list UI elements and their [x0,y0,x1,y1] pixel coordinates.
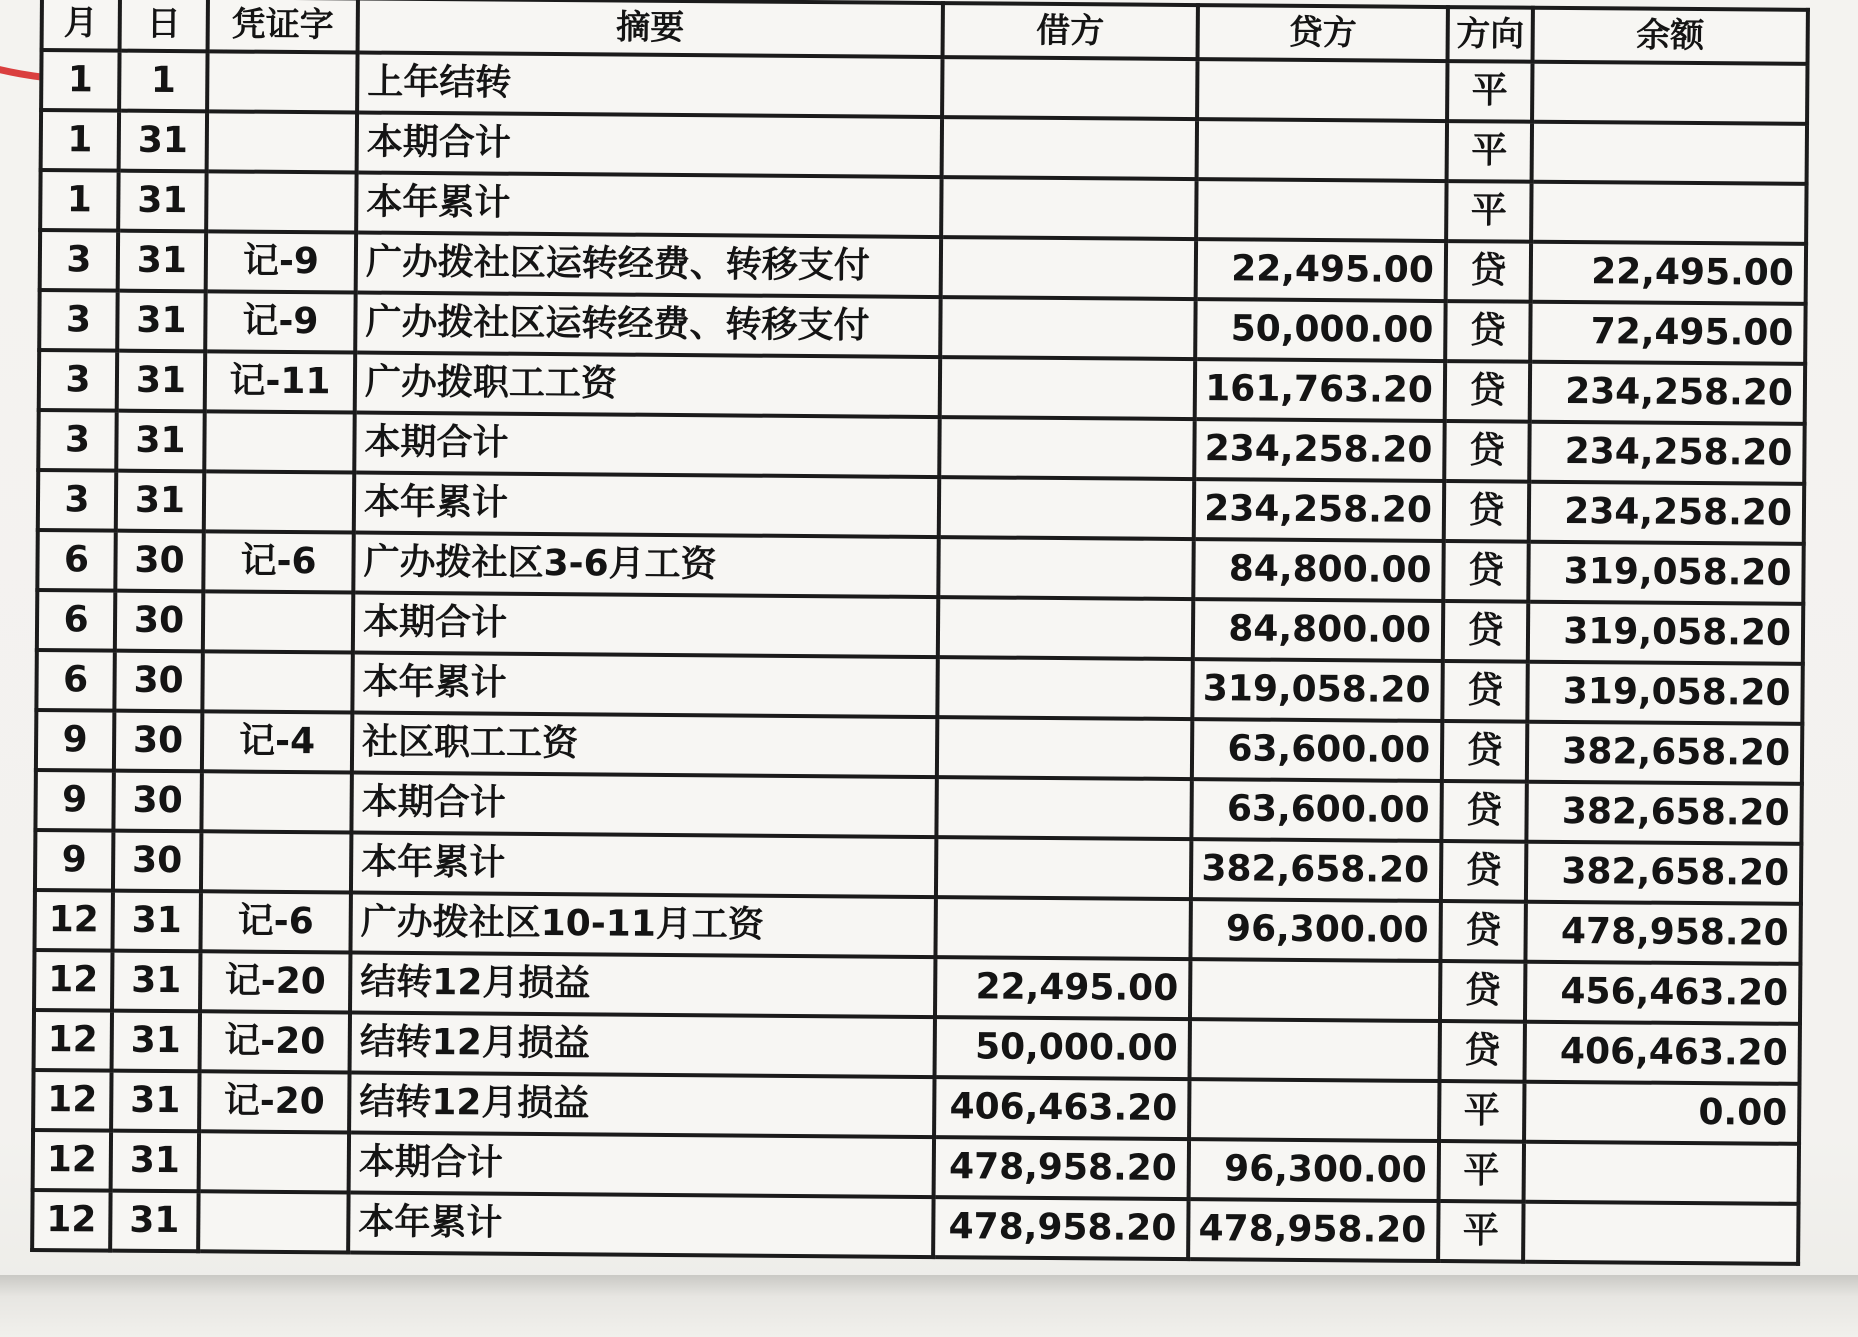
cell-day: 30 [115,531,203,592]
cell-day: 31 [117,291,205,352]
cell-balance: 406,463.20 [1525,1022,1800,1084]
cell-balance: 72,495.00 [1530,302,1805,364]
cell-summary: 上年结转 [357,52,942,117]
cell-direction: 平 [1446,181,1531,242]
cell-voucher: 记-4 [202,711,352,772]
cell-summary: 本年累计 [356,172,941,237]
cell-summary: 结转12月损益 [350,952,935,1017]
cell-direction: 贷 [1441,841,1526,902]
cell-voucher: 记-11 [205,351,355,412]
cell-day: 31 [116,411,204,472]
cell-day: 31 [112,891,200,952]
cell-credit [1197,119,1447,181]
cell-voucher [206,171,356,232]
cell-voucher: 记-20 [200,951,350,1012]
cell-balance [1532,62,1807,124]
cell-month: 3 [38,470,116,531]
cell-credit [1189,1079,1439,1141]
cell-credit: 478,958.20 [1188,1199,1438,1261]
cell-credit [1196,179,1446,241]
cell-debit [941,177,1196,239]
cell-month: 9 [35,770,113,831]
cell-summary: 本期合计 [353,592,938,657]
cell-month: 3 [39,290,117,351]
cell-month: 12 [33,1070,111,1131]
cell-debit [940,297,1195,359]
header-direction: 方向 [1448,7,1533,62]
cell-debit [942,117,1197,179]
cell-debit [936,777,1191,839]
cell-direction: 贷 [1443,541,1528,602]
cell-direction: 贷 [1443,601,1528,662]
cell-direction: 贷 [1440,1021,1525,1082]
cell-day: 31 [118,171,206,232]
cell-month: 12 [34,1010,112,1071]
cell-month: 3 [40,230,118,291]
cell-summary: 结转12月损益 [349,1072,934,1137]
cell-summary: 本期合计 [349,1132,934,1197]
cell-summary: 本年累计 [348,1192,933,1257]
cell-month: 9 [36,710,114,771]
cell-debit [935,897,1190,959]
cell-voucher [202,651,352,712]
cell-voucher [198,1191,348,1252]
cell-direction: 平 [1439,1141,1524,1202]
cell-balance: 382,658.20 [1526,842,1801,904]
cell-day: 31 [112,1011,200,1072]
cell-debit: 406,463.20 [934,1077,1189,1139]
cell-day: 30 [114,711,202,772]
cell-direction: 贷 [1440,961,1525,1022]
cell-voucher [207,111,357,172]
cell-credit: 382,658.20 [1191,839,1441,901]
cell-balance: 382,658.20 [1526,782,1801,844]
cell-voucher [201,771,351,832]
header-month: 月 [42,0,120,51]
cell-direction: 贷 [1445,301,1530,362]
cell-voucher: 记-6 [200,891,350,952]
cell-balance: 319,058.20 [1528,542,1803,604]
cell-voucher: 记-9 [205,291,355,352]
cell-debit [938,597,1193,659]
cell-debit [938,537,1193,599]
cell-month: 12 [34,890,112,951]
cell-day: 31 [110,1191,198,1252]
cell-credit [1197,59,1447,121]
cell-balance: 234,258.20 [1529,422,1804,484]
header-debit: 借方 [943,3,1198,59]
cell-day: 1 [119,51,207,112]
cell-debit: 478,958.20 [934,1137,1189,1199]
cell-month: 3 [38,410,116,471]
cell-credit: 96,300.00 [1190,899,1440,961]
cell-debit [936,837,1191,899]
cell-debit [939,477,1194,539]
cell-voucher: 记-6 [203,531,353,592]
cell-summary: 本年累计 [352,652,937,717]
cell-month: 1 [41,50,119,111]
cell-direction: 贷 [1444,481,1529,542]
cell-direction: 贷 [1442,661,1527,722]
cell-debit [937,717,1192,779]
cell-direction: 平 [1447,121,1532,182]
cell-direction: 平 [1447,61,1532,122]
cell-day: 30 [113,831,201,892]
cell-credit: 63,600.00 [1191,779,1441,841]
cell-credit: 84,800.00 [1193,539,1443,601]
cell-day: 30 [114,651,202,712]
cell-direction: 贷 [1442,721,1527,782]
cell-debit: 478,958.20 [933,1197,1188,1259]
cell-direction: 贷 [1441,781,1526,842]
page-edge-shadow [0,1275,1858,1337]
cell-summary: 广办拨社区运转经费、转移支付 [355,292,940,357]
cell-summary: 本年累计 [351,832,936,897]
header-credit: 贷方 [1198,5,1448,61]
cell-direction: 平 [1439,1081,1524,1142]
cell-balance: 0.00 [1524,1082,1799,1144]
cell-direction: 贷 [1444,421,1529,482]
cell-credit: 63,600.00 [1192,719,1442,781]
cell-day: 31 [117,351,205,412]
cell-day: 31 [112,951,200,1012]
cell-day: 30 [115,591,203,652]
cell-balance: 234,258.20 [1530,362,1805,424]
cell-voucher [199,1131,349,1192]
cell-summary: 本期合计 [351,772,936,837]
header-balance: 余额 [1533,8,1808,64]
cell-credit [1190,1019,1440,1081]
cell-debit: 22,495.00 [935,957,1190,1019]
cell-summary: 本年累计 [354,472,939,537]
cell-credit: 96,300.00 [1189,1139,1439,1201]
cell-direction: 平 [1438,1201,1523,1262]
cell-voucher [207,51,357,112]
cell-month: 12 [34,950,112,1011]
cell-day: 31 [119,111,207,172]
cell-month: 1 [40,170,118,231]
cell-summary: 广办拨社区10-11月工资 [350,892,935,957]
cell-voucher [203,591,353,652]
ledger-row [32,1190,1798,1264]
cell-voucher: 记-20 [200,1011,350,1072]
cell-credit: 234,258.20 [1194,419,1444,481]
cell-balance [1524,1142,1799,1204]
cell-debit [940,357,1195,419]
cell-summary: 本期合计 [357,112,942,177]
cell-credit: 22,495.00 [1196,239,1446,301]
cell-month: 3 [39,350,117,411]
cell-voucher [204,411,354,472]
cell-credit: 319,058.20 [1192,659,1442,721]
cell-day: 31 [111,1071,199,1132]
cell-balance [1531,182,1806,244]
cell-debit [941,237,1196,299]
cell-month: 6 [37,590,115,651]
cell-summary: 本期合计 [354,412,939,477]
cell-summary: 广办拨职工工资 [355,352,940,417]
cell-month: 6 [36,650,114,711]
cell-month: 12 [32,1190,110,1251]
cell-balance [1523,1202,1798,1264]
header-summary: 摘要 [358,0,943,57]
cell-month: 9 [35,830,113,891]
cell-day: 31 [111,1131,199,1192]
cell-credit: 84,800.00 [1193,599,1443,661]
cell-summary: 广办拨社区运转经费、转移支付 [356,232,941,297]
header-day: 日 [120,0,208,51]
cell-direction: 贷 [1445,361,1530,422]
cell-balance: 22,495.00 [1531,242,1806,304]
cell-credit: 234,258.20 [1194,479,1444,541]
cell-debit [937,657,1192,719]
cell-summary: 社区职工工资 [352,712,937,777]
cell-month: 1 [41,110,119,171]
cell-day: 30 [113,771,201,832]
cell-voucher: 记-9 [206,231,356,292]
cell-credit [1190,959,1440,1021]
cell-credit: 50,000.00 [1195,299,1445,361]
cell-balance: 319,058.20 [1527,662,1802,724]
cell-voucher: 记-20 [199,1071,349,1132]
ledger-body [32,50,1807,1264]
cell-debit [939,417,1194,479]
cell-debit: 50,000.00 [935,1017,1190,1079]
cell-summary: 结转12月损益 [350,1012,935,1077]
cell-balance: 478,958.20 [1525,902,1800,964]
ledger-table [30,0,1810,1266]
cell-month: 6 [37,530,115,591]
cell-voucher [201,831,351,892]
cell-balance: 456,463.20 [1525,962,1800,1024]
cell-direction: 贷 [1446,241,1531,302]
cell-balance: 382,658.20 [1527,722,1802,784]
cell-debit [942,57,1197,119]
cell-direction: 贷 [1440,901,1525,962]
cell-balance: 319,058.20 [1528,602,1803,664]
cell-month: 12 [33,1130,111,1191]
cell-day: 31 [118,231,206,292]
cell-voucher [204,471,354,532]
cell-balance [1532,122,1807,184]
cell-summary: 广办拨社区3-6月工资 [353,532,938,597]
cell-credit: 161,763.20 [1195,359,1445,421]
header-voucher: 凭证字 [208,0,358,52]
cell-day: 31 [116,471,204,532]
cell-balance: 234,258.20 [1529,482,1804,544]
